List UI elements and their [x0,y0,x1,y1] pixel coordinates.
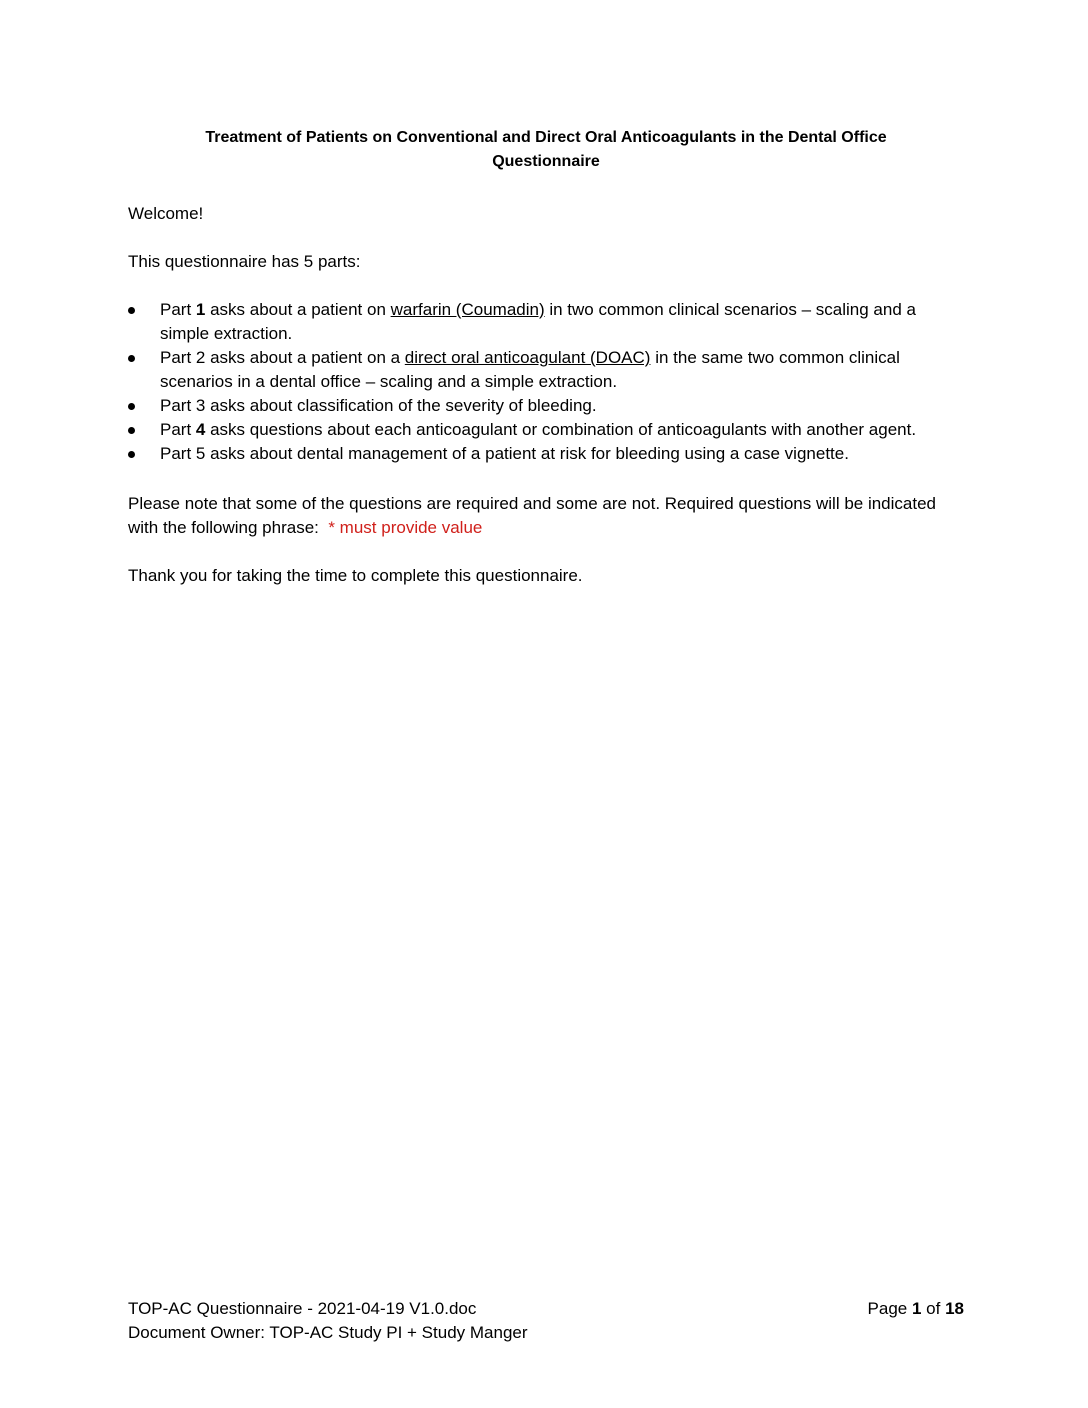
part-number: 2 [195,348,206,367]
warfarin-link[interactable]: warfarin (Coumadin) [390,300,545,319]
welcome-text: Welcome! [128,204,204,223]
part-number: 1 [195,300,206,319]
list-item-part-3: Part 3 asks about classification of the severity of bleeding. [128,394,964,418]
part-number: 4 [195,420,206,439]
title-line-2: Questionnaire [492,153,600,170]
intro-text: This questionnaire has 5 parts: [128,252,361,271]
parts-list [128,298,964,466]
bullet-icon [128,307,135,314]
footer-row [128,1297,964,1321]
required-phrase: * must provide value [328,518,483,537]
bullet-icon [128,427,135,434]
part-number: 5 [195,444,206,463]
document-title [128,126,964,174]
list-item-part-5: Part 5 asks about dental management of a patient at risk for bleeding using a case vignette. [128,442,964,466]
bullet-icon [128,355,135,362]
list-item-part-4: Part 4 asks questions about each anticoagulant or combination of anticoagulants with another agent. [128,418,964,442]
bullet-icon [128,451,135,458]
required-note: Please note that some of the questions are required and some are not. Required questions will be indicated with the following phrase: * must provide value [128,494,936,537]
page-number: Page 1 of 18 [867,1299,964,1318]
footer-filename: TOP-AC Questionnaire - 2021-04-19 V1.0.doc [128,1299,477,1318]
thanks-text: Thank you for taking the time to complete this questionnaire. [128,566,583,585]
list-item-part-2: Part 2 asks about a patient on a direct oral anticoagulant (DOAC) in the same two common clinical scenarios in a dental office – scaling and a simple extraction. [128,346,964,394]
part-number: 3 [195,396,206,415]
document-body [128,126,964,585]
doac-link[interactable]: direct oral anticoagulant (DOAC) [404,348,651,367]
footer-owner: Document Owner: TOP-AC Study PI + Study Manger [128,1323,528,1342]
list-item-part-1: Part 1 asks about a patient on warfarin (Coumadin) in two common clinical scenarios – scaling and a simple extraction. [128,298,964,346]
bullet-icon [128,403,135,410]
page-footer [128,1297,964,1345]
title-line-1: Treatment of Patients on Conventional and Direct Oral Anticoagulants in the Dental Office [205,129,887,146]
